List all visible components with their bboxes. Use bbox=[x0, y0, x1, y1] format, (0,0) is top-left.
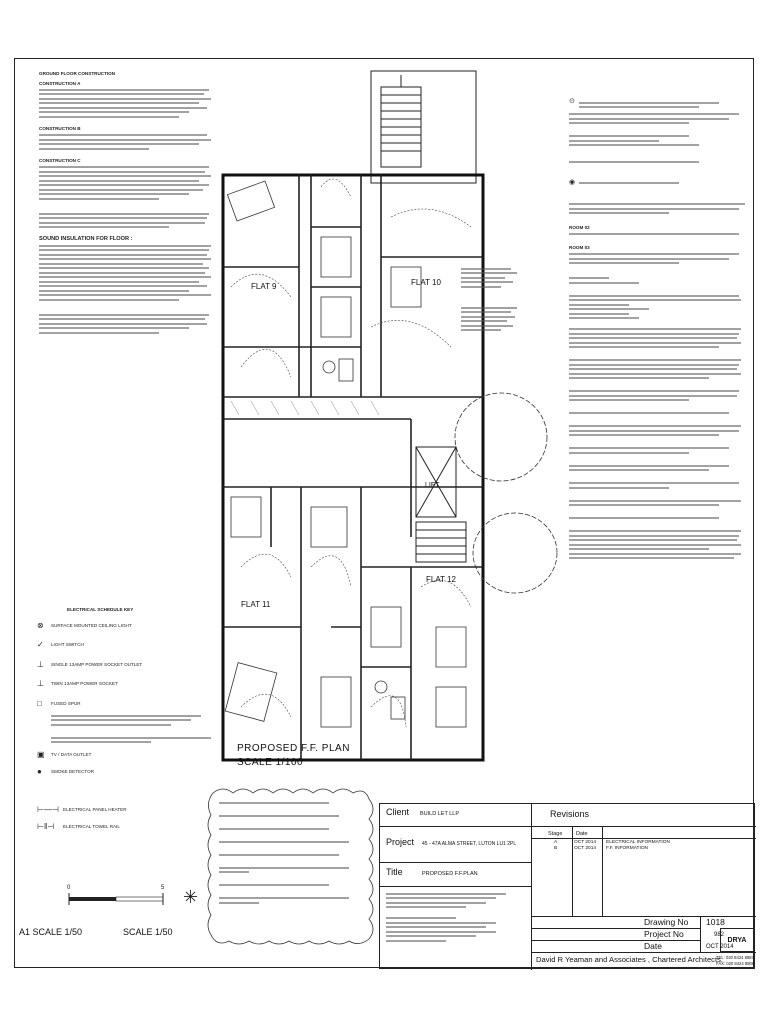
stage-header: Stage bbox=[548, 831, 563, 837]
client-value: BUILD LET LLP bbox=[420, 811, 460, 817]
legend-item: ▣ TV / DATA OUTLET bbox=[37, 749, 92, 759]
ceiling-light-icon: ⊗ bbox=[37, 620, 44, 630]
drawing-no-value: 1018 bbox=[706, 917, 725, 927]
flat-label: FLAT 9 bbox=[251, 282, 277, 291]
flat-label: FLAT 12 bbox=[426, 575, 456, 584]
legend-item: ⊥ TWIN 13AMP POWER SOCKET bbox=[37, 679, 118, 689]
drawing-sheet bbox=[14, 58, 754, 968]
scale-tick-0: 0 bbox=[67, 885, 71, 891]
project-label: Project bbox=[386, 837, 415, 847]
firm-logo: DRYA bbox=[720, 928, 754, 952]
scale-bar bbox=[55, 885, 175, 915]
stair-tower bbox=[371, 71, 476, 183]
north-star-icon: ✳ bbox=[183, 887, 199, 907]
legend-item: ⊥ SINGLE 13AMP POWER SOCKET OUTLET bbox=[37, 659, 143, 669]
revision-stage: B bbox=[554, 846, 558, 851]
title-block bbox=[379, 803, 755, 969]
construction-a-heading: CONSTRUCTION A bbox=[39, 80, 81, 86]
socket-icon: ⊥ bbox=[37, 659, 44, 669]
firm-tel: TEL: 020 8424 8887 bbox=[716, 955, 754, 960]
legend-item: ⊢—⊣ ELECTRICAL PANEL HEATER bbox=[37, 804, 127, 814]
date-header: Date bbox=[576, 831, 588, 837]
construction-c-heading: CONSTRUCTION C bbox=[39, 158, 81, 164]
project-no-value: 982 bbox=[714, 932, 725, 938]
plan-scale: SCALE 1/100 bbox=[237, 757, 304, 768]
panel-heater-icon: ⊢—⊣ bbox=[37, 804, 59, 814]
room-03-heading: ROOM 03 bbox=[569, 245, 590, 251]
revision-desc: F.F. INFORMATION bbox=[606, 846, 649, 851]
revision-date: OCT 2014 bbox=[574, 846, 597, 851]
legend-title: ELECTRICAL SCHEDULE KEY bbox=[67, 607, 134, 612]
general-notes bbox=[219, 799, 359, 906]
project-no-label: Project No bbox=[644, 929, 684, 939]
room-02-heading: ROOM 02 bbox=[569, 224, 590, 230]
smoke-detector-icon: ● bbox=[37, 767, 42, 777]
legend-item: ⊢‖⊣ ELECTRICAL TOWEL RAIL bbox=[37, 822, 120, 832]
flat-label: FLAT 10 bbox=[411, 278, 441, 287]
lift-label: LIFT bbox=[425, 482, 440, 489]
title-label: Title bbox=[386, 867, 403, 877]
left-notes bbox=[39, 71, 217, 336]
fittings bbox=[225, 181, 466, 727]
twin-socket-icon: ⊥ bbox=[37, 679, 44, 689]
legend-item: □ FUSED SPUR bbox=[37, 698, 81, 708]
date-row-label: Date bbox=[644, 941, 662, 951]
revisions-label: Revisions bbox=[550, 809, 590, 819]
title-value: PROPOSED F.F.PLAN bbox=[422, 871, 478, 877]
scale-tick-5: 5 bbox=[161, 885, 165, 891]
smoke-detector-icon: ⊙ bbox=[569, 98, 575, 105]
electrical-legend bbox=[37, 607, 217, 830]
callout-clouds bbox=[451, 389, 561, 599]
firm-fax: FAX: 020 8424 8808 bbox=[716, 961, 755, 966]
switch-icon: ✓ bbox=[37, 640, 44, 650]
corridor-hatch bbox=[231, 401, 379, 415]
alarm-note bbox=[569, 180, 749, 187]
tv-outlet-icon: ▣ bbox=[37, 749, 45, 759]
scale-label: SCALE 1/50 bbox=[123, 927, 173, 937]
sound-insulation-heading: SOUND INSULATION FOR FLOOR : bbox=[39, 235, 133, 242]
fused-spur-icon: □ bbox=[37, 698, 42, 708]
legend-item: ⊗ SURFACE MOUNTED CEILING LIGHT bbox=[37, 620, 132, 630]
revision-stage: A bbox=[554, 840, 558, 845]
legend-item: ✓ LIGHT SWITCH bbox=[37, 640, 84, 650]
construction-b-heading: CONSTRUCTION B bbox=[39, 126, 81, 132]
firm-name: David R Yeaman and Associates , Chartered Architects. bbox=[536, 955, 723, 964]
right-notes bbox=[569, 99, 749, 562]
project-value: 45 - 47A ALMA STREET, LUTON LU1 2PL bbox=[422, 841, 517, 847]
legend-item: ● SMOKE DETECTOR bbox=[37, 767, 95, 777]
flat-label: FLAT 11 bbox=[241, 600, 271, 609]
smoke-detector-note bbox=[569, 99, 749, 111]
revision-desc: ELECTRICAL INFORMATION bbox=[606, 840, 670, 845]
scale-label-a1: A1 SCALE 1/50 bbox=[19, 927, 83, 937]
copyright-notes bbox=[386, 890, 526, 944]
notes-heading: GROUND FLOOR CONSTRUCTION bbox=[39, 71, 116, 76]
client-label: Client bbox=[386, 807, 410, 817]
drawing-no-label: Drawing No bbox=[644, 917, 689, 927]
alarm-sounder-icon: ◉ bbox=[569, 178, 576, 186]
towel-rail-icon: ⊢‖⊣ bbox=[37, 822, 55, 832]
revision-date: OCT 2014 bbox=[574, 840, 597, 845]
plan-side-notes bbox=[461, 265, 521, 334]
date-row-value: OCT 2014 bbox=[706, 944, 734, 950]
plan-title: PROPOSED F.F. PLAN bbox=[237, 743, 350, 754]
